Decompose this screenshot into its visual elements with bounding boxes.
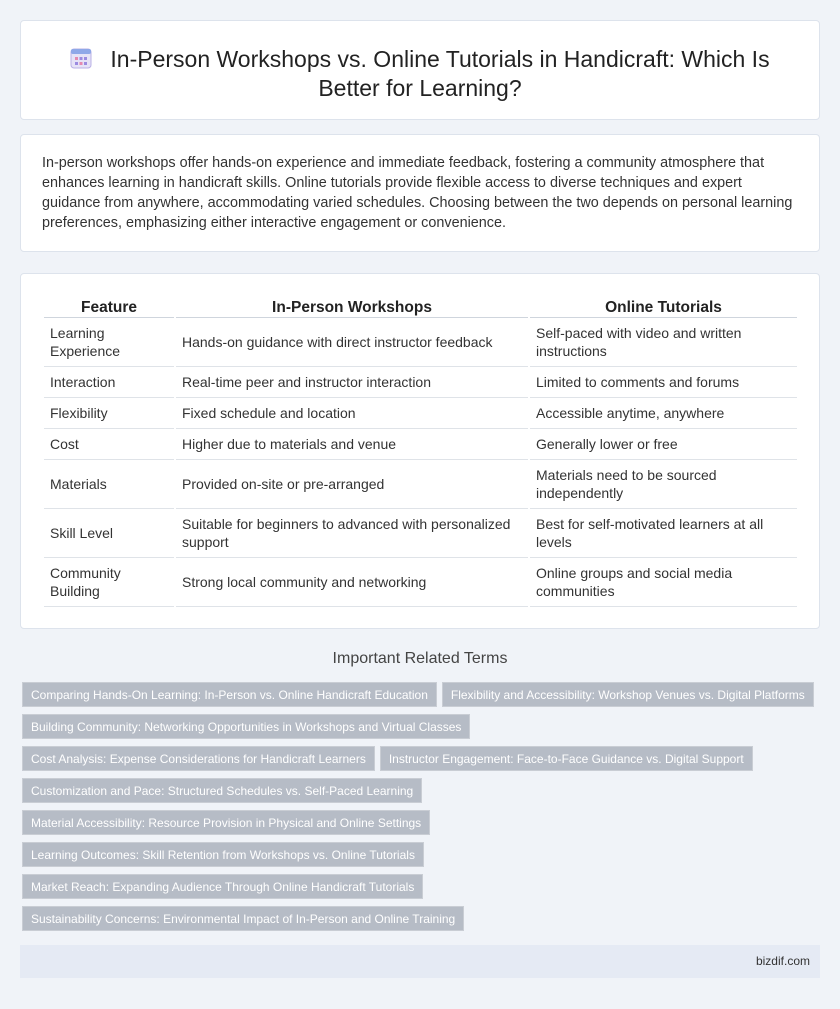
footer-site-link[interactable]: bizdif.com: [755, 954, 810, 968]
intro-card: [20, 134, 820, 252]
row-in-person: Real-time peer and instructor interaction: [176, 367, 528, 398]
row-feature: Skill Level: [44, 509, 174, 558]
footer: [20, 945, 820, 978]
related-term-tag[interactable]: Market Reach: Expanding Audience Through Online Handicraft Tutorials: [22, 874, 423, 899]
header-online: Online Tutorials: [530, 296, 797, 318]
table-header-row: [44, 296, 797, 318]
row-in-person: Strong local community and networking: [176, 558, 528, 607]
related-term-tag[interactable]: Material Accessibility: Resource Provision in Physical and Online Settings: [22, 810, 430, 835]
related-term-tag[interactable]: Instructor Engagement: Face-to-Face Guidance vs. Digital Support: [380, 746, 753, 771]
row-online: Generally lower or free: [530, 429, 797, 460]
related-terms-list: [22, 682, 822, 938]
related-term-tag[interactable]: Learning Outcomes: Skill Retention from Workshops vs. Online Tutorials: [22, 842, 424, 867]
comparison-card: [20, 273, 820, 629]
table-row: [44, 318, 797, 367]
row-online: Online groups and social media communities: [530, 558, 797, 607]
header-in-person: In-Person Workshops: [176, 296, 528, 318]
related-term-tag[interactable]: Sustainability Concerns: Environmental Impact of In-Person and Online Training: [22, 906, 464, 931]
table-row: [44, 367, 797, 398]
table-row: [44, 509, 797, 558]
intro-paragraph: In-person workshops offer hands-on experience and immediate feedback, fostering a community atmosphere that enhances learning in handicraft skills. Online tutorials provide flexible access to diverse techniques and expert guidance from anywhere, accommodating varied schedules. Choosing between the two depends on personal learning preferences, emphasizing either interactive engagement or convenience.: [42, 155, 793, 231]
row-feature: Materials: [44, 460, 174, 509]
table-row: [44, 429, 797, 460]
row-feature: Learning Experience: [44, 318, 174, 367]
related-term-tag[interactable]: Building Community: Networking Opportunities in Workshops and Virtual Classes: [22, 714, 470, 739]
row-online: Limited to comments and forums: [530, 367, 797, 398]
row-feature: Cost: [44, 429, 174, 460]
row-online: Accessible anytime, anywhere: [530, 398, 797, 429]
page-title-text: In-Person Workshops vs. Online Tutorials in Handicraft: Which Is Better for Learning?: [110, 46, 770, 101]
row-feature: Community Building: [44, 558, 174, 607]
table-row: [44, 558, 797, 607]
table-row: [44, 460, 797, 509]
row-in-person: Higher due to materials and venue: [176, 429, 528, 460]
header-feature: Feature: [44, 296, 174, 318]
related-term-tag[interactable]: Flexibility and Accessibility: Workshop Venues vs. Digital Platforms: [442, 682, 814, 707]
row-feature: Interaction: [44, 367, 174, 398]
row-online: Materials need to be sourced independently: [530, 460, 797, 509]
related-term-tag[interactable]: Cost Analysis: Expense Considerations for Handicraft Learners: [22, 746, 375, 771]
row-online: Best for self-motivated learners at all levels: [530, 509, 797, 558]
title-card: [20, 20, 820, 120]
page-title: [21, 45, 819, 103]
related-terms-heading: Important Related Terms: [332, 650, 508, 667]
row-in-person: Fixed schedule and location: [176, 398, 528, 429]
calendar-grid-icon: [70, 47, 92, 69]
related-term-tag[interactable]: Comparing Hands-On Learning: In-Person vs. Online Handicraft Education: [22, 682, 437, 707]
row-in-person: Provided on-site or pre-arranged: [176, 460, 528, 509]
table-row: [44, 398, 797, 429]
related-term-tag[interactable]: Customization and Pace: Structured Schedules vs. Self-Paced Learning: [22, 778, 422, 803]
row-online: Self-paced with video and written instructions: [530, 318, 797, 367]
row-in-person: Suitable for beginners to advanced with personalized support: [176, 509, 528, 558]
row-feature: Flexibility: [44, 398, 174, 429]
comparison-table: [42, 296, 799, 607]
row-in-person: Hands-on guidance with direct instructor feedback: [176, 318, 528, 367]
